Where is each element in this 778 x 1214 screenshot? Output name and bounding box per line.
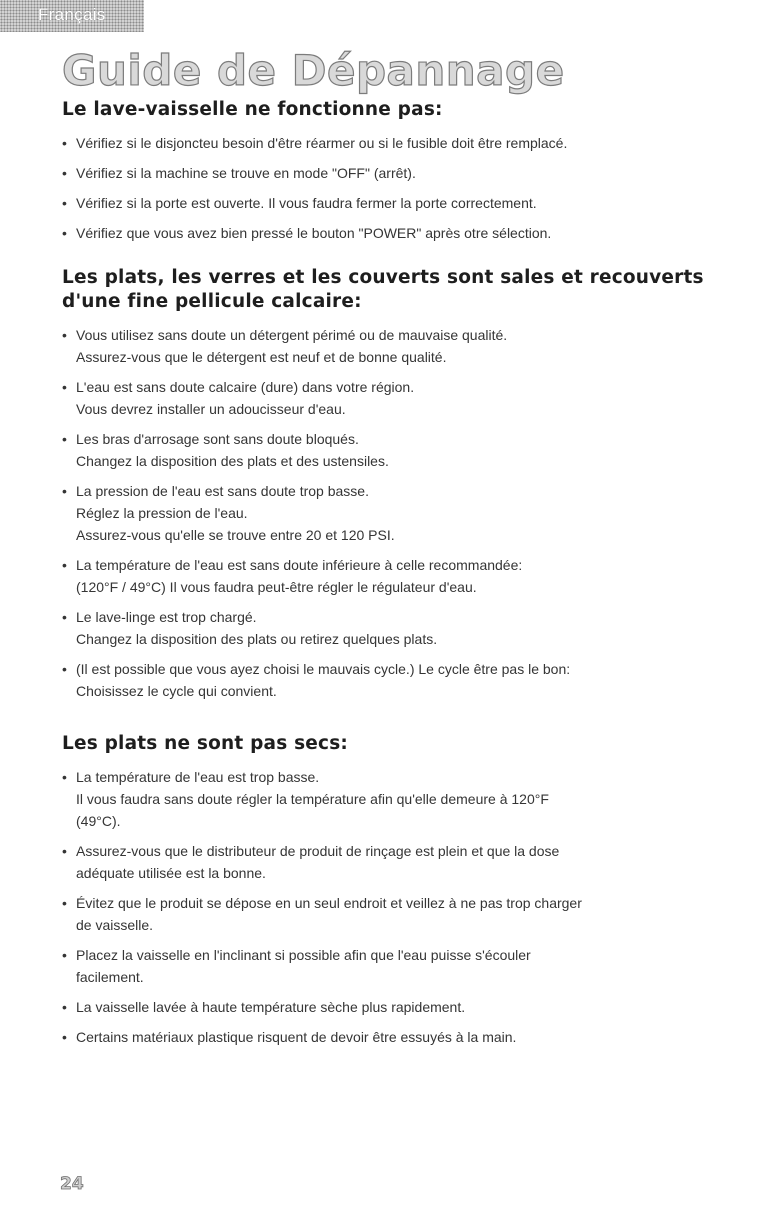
bullet: •: [62, 327, 67, 343]
bullet: •: [62, 1029, 67, 1045]
list-item: • La pression de l'eau est sans doute trop basse. Réglez la pression de l'eau. Assurez-vous qu'elle se trouve entre 20 et 120 PSI.: [62, 480, 722, 546]
bullet: •: [62, 195, 67, 211]
language-tab: [0, 0, 144, 32]
bullet: •: [62, 379, 67, 395]
bullet: •: [62, 947, 67, 963]
section-not-working: [62, 98, 722, 244]
bullet: •: [62, 769, 67, 785]
list-item: • Évitez que le produit se dépose en un seul endroit et veillez à ne pas trop charger de vaisselle.: [62, 892, 722, 936]
troubleshooting-content: [62, 98, 722, 1056]
section-dirty-dishes: [62, 266, 722, 702]
list-item: • Certains matériaux plastique risquent de devoir être essuyés à la main.: [62, 1026, 722, 1048]
list-item: • Placez la vaisselle en l'inclinant si possible afin que l'eau puisse s'écouler facilement.: [62, 944, 722, 988]
list-item: • La température de l'eau est sans doute inférieure à celle recommandée: (120°F / 49°C) Il vous faudra peut-être régler le régulateur d'eau.: [62, 554, 722, 598]
list-item: • Vérifiez si la porte est ouverte. Il vous faudra fermer la porte correctement.: [62, 192, 722, 214]
item-list: [62, 132, 722, 244]
bullet: •: [62, 843, 67, 859]
heading-line: Le lave-vaisselle ne fonctionne pas:: [62, 99, 443, 120]
list-item: • Vérifiez que vous avez bien pressé le bouton "POWER" après otre sélection.: [62, 222, 722, 244]
list-item: • La température de l'eau est trop basse. Il vous faudra sans doute régler la température afin qu'elle demeure à 120°F (49°C).: [62, 766, 722, 832]
list-item: • Vérifiez si le disjoncteu besoin d'être réarmer ou si le fusible doit être remplacé.: [62, 132, 722, 154]
list-item: • Vous utilisez sans doute un détergent périmé ou de mauvaise qualité. Assurez-vous que le détergent est neuf et de bonne qualité.: [62, 324, 722, 368]
list-item: • Le lave-linge est trop chargé. Changez la disposition des plats ou retirez quelques plats.: [62, 606, 722, 650]
bullet: •: [62, 609, 67, 625]
list-item: • (Il est possible que vous ayez choisi le mauvais cycle.) Le cycle être pas le bon: Choisissez le cycle qui convient.: [62, 658, 722, 702]
bullet: •: [62, 225, 67, 241]
heading-line: Les plats, les verres et les couverts sont sales et recouverts: [62, 267, 704, 288]
bullet: •: [62, 483, 67, 499]
bullet: •: [62, 135, 67, 151]
item-list: [62, 766, 722, 1048]
list-item: • L'eau est sans doute calcaire (dure) dans votre région. Vous devrez installer un adoucisseur d'eau.: [62, 376, 722, 420]
bullet: •: [62, 895, 67, 911]
section-heading: [62, 732, 722, 756]
list-item: • Assurez-vous que le distributeur de produit de rinçage est plein et que la dose adéquate utilisée est la bonne.: [62, 840, 722, 884]
language-tab-label: Français: [38, 5, 106, 24]
item-list: [62, 324, 722, 702]
bullet: •: [62, 165, 67, 181]
section-heading: [62, 266, 722, 314]
bullet: •: [62, 557, 67, 573]
list-item: • La vaisselle lavée à haute température sèche plus rapidement.: [62, 996, 722, 1018]
heading-line: Les plats ne sont pas secs:: [62, 733, 348, 754]
page-number: 24: [60, 1174, 84, 1194]
bullet: •: [62, 999, 67, 1015]
section-heading: [62, 98, 722, 122]
list-item: • Vérifiez si la machine se trouve en mode "OFF" (arrêt).: [62, 162, 722, 184]
section-not-dry: [62, 732, 722, 1048]
bullet: •: [62, 431, 67, 447]
list-item: • Les bras d'arrosage sont sans doute bloqués. Changez la disposition des plats et des ustensiles.: [62, 428, 722, 472]
heading-line: d'une fine pellicule calcaire:: [62, 291, 362, 312]
bullet: •: [62, 661, 67, 677]
page-title: Guide de Dépannage: [62, 46, 565, 95]
